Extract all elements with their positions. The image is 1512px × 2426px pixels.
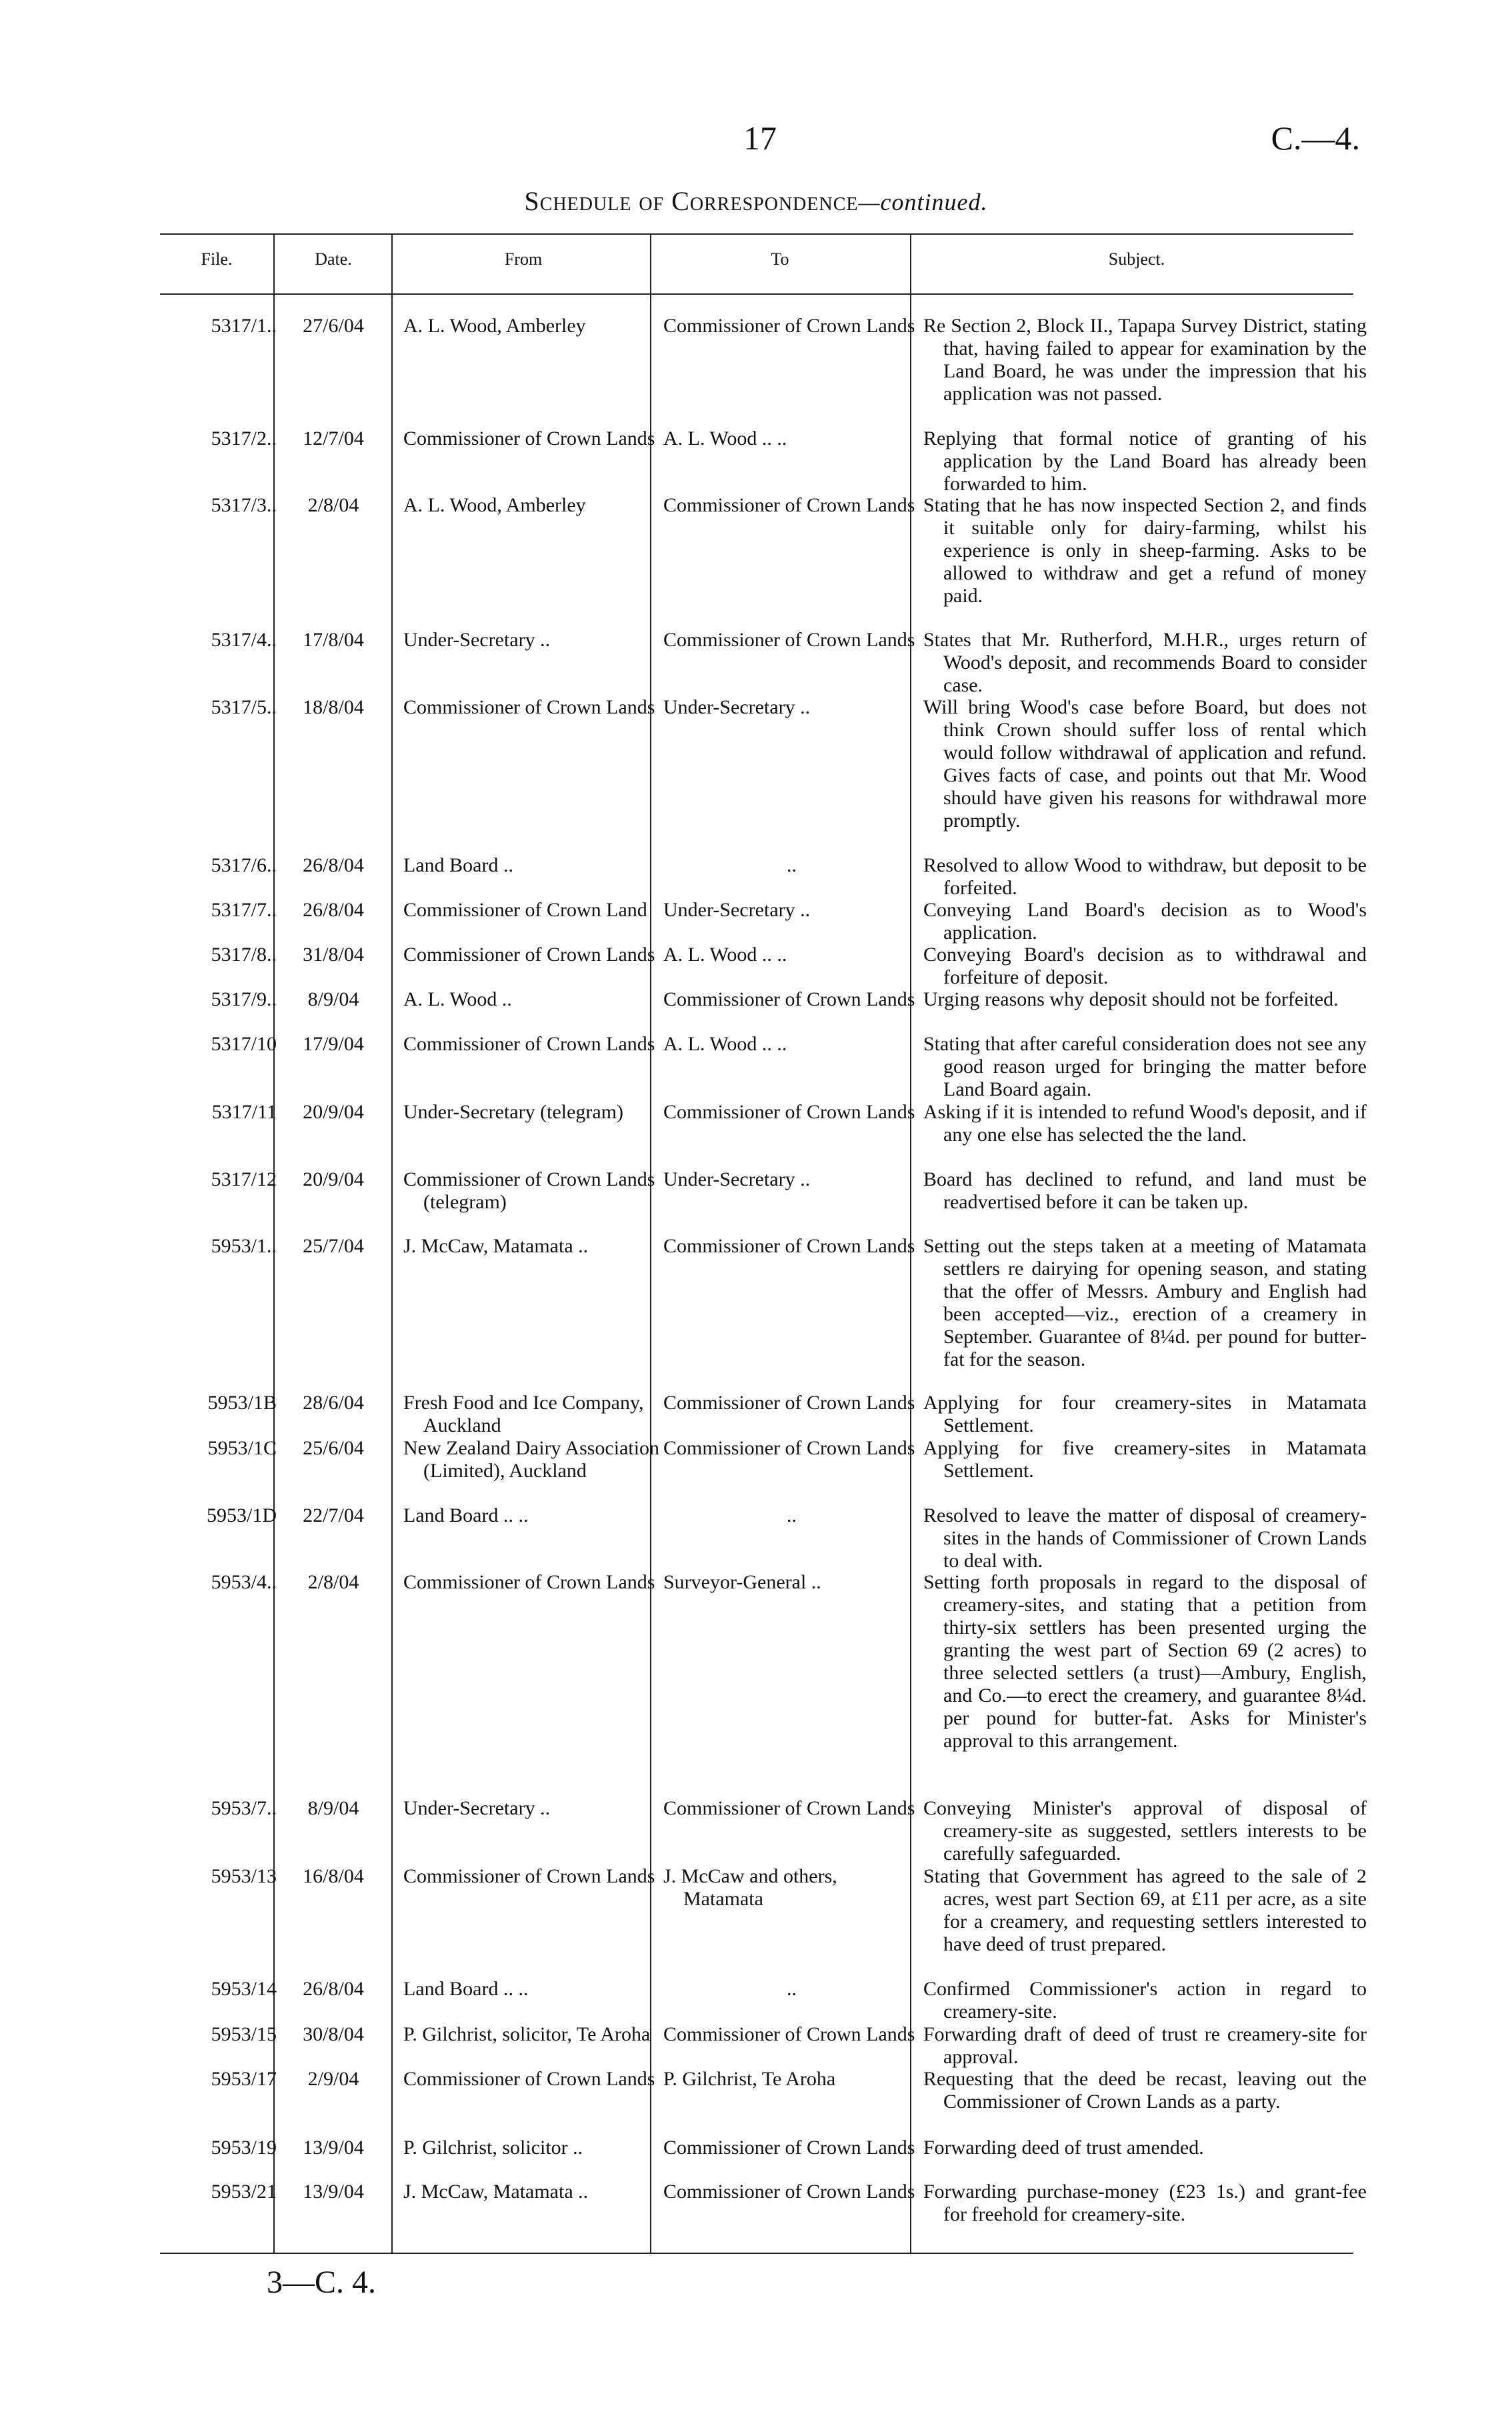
cell-to: Commissioner of Crown Lands — [663, 629, 915, 651]
cell-date: 2/9/04 — [307, 2068, 359, 2090]
cell-subject: Forwarding draft of deed of trust re creamery-site for approval. — [923, 2023, 1367, 2068]
cell-from: A. L. Wood .. — [403, 988, 512, 1010]
cell-to: .. — [787, 1978, 797, 2000]
cell-to: Commissioner of Crown Lands — [663, 1392, 915, 1414]
cell-subject: States that Mr. Rutherford, M.H.R., urges return of Wood's deposit, and recommends Board to consider case. — [923, 629, 1367, 696]
cell-from: Under-Secretary .. — [403, 1797, 551, 1819]
cell-to: Commissioner of Crown Lands — [663, 1101, 915, 1123]
title-main: Schedule of Correspondence — [524, 186, 859, 216]
cell-file: 5317/3.. — [211, 494, 277, 516]
cell-subject: Stating that he has now inspected Section 2, and finds it suitable only for dairy-farming, whilst his experience is only in sheep-farming. Asks to be allowed to withdraw and get a refund of money paid. — [923, 494, 1367, 607]
cell-date: 8/9/04 — [307, 1797, 359, 1819]
cell-to: Commissioner of Crown Lands — [663, 494, 915, 516]
cell-from: Land Board .. .. — [403, 1978, 529, 2000]
cell-to: A. L. Wood .. .. — [663, 1033, 787, 1055]
cell-to: Commissioner of Crown Lands — [663, 1437, 915, 1459]
cell-subject: Stating that Government has agreed to the sale of 2 acres, west part Section 69, at £11 per acre, as a site for a creamery, and requesting settlers interested to have deed of trust prepared. — [923, 1865, 1367, 1955]
cell-to: A. L. Wood .. .. — [663, 427, 787, 449]
cell-to: Commissioner of Crown Lands — [663, 1797, 915, 1819]
cell-subject: Urging reasons why deposit should not be forfeited. — [923, 988, 1339, 1010]
cell-to: A. L. Wood .. .. — [663, 944, 787, 966]
cell-from: J. McCaw, Matamata .. — [403, 1235, 589, 1257]
cell-from: Commissioner of Crown Lands — [403, 696, 655, 718]
cell-date: 17/9/04 — [303, 1033, 364, 1055]
cell-date: 26/8/04 — [303, 854, 364, 876]
cell-date: 12/7/04 — [303, 427, 364, 449]
column-header-subject: Subject. — [1108, 249, 1165, 269]
cell-from: Commissioner of Crown Lands — [403, 1571, 655, 1593]
cell-to: Under-Secretary .. — [663, 899, 811, 921]
cell-date: 16/8/04 — [303, 1865, 364, 1887]
cell-file: 5317/6.. — [211, 854, 277, 876]
table-top-rule — [160, 233, 1353, 235]
cell-from: Commissioner of Crown Land — [403, 899, 647, 921]
cell-date: 26/8/04 — [303, 899, 364, 921]
cell-file: 5317/12 — [211, 1168, 277, 1190]
cell-file: 5953/1D — [207, 1504, 277, 1526]
cell-file: 5317/10 — [211, 1033, 277, 1055]
cell-file: 5317/4.. — [211, 629, 277, 651]
column-header-file: File. — [201, 249, 233, 269]
cell-date: 25/6/04 — [303, 1437, 364, 1459]
cell-from: Under-Secretary .. — [403, 629, 551, 651]
cell-from: Commissioner of Crown Lands (telegram) — [403, 1168, 655, 1213]
cell-from: Land Board .. .. — [403, 1504, 529, 1526]
cell-from: Under-Secretary (telegram) — [403, 1101, 624, 1123]
cell-from: Commissioner of Crown Lands — [403, 427, 655, 449]
cell-file: 5317/9.. — [211, 988, 277, 1010]
cell-subject: Asking if it is intended to refund Wood's deposit, and if any one else has selected the the land. — [923, 1101, 1367, 1146]
column-header-from: From — [504, 249, 543, 269]
cell-from: Commissioner of Crown Lands — [403, 1865, 655, 1887]
cell-file: 5953/7.. — [211, 1797, 277, 1819]
cell-file: 5317/7.. — [211, 899, 277, 921]
cell-to: P. Gilchrist, Te Aroha — [663, 2068, 836, 2090]
column-header-date: Date. — [315, 249, 352, 269]
cell-to: Commissioner of Crown Lands — [663, 2181, 915, 2203]
column-header-to: To — [771, 249, 789, 269]
cell-date: 13/9/04 — [303, 2137, 364, 2159]
cell-to: Surveyor-General .. — [663, 1571, 821, 1593]
cell-date: 18/8/04 — [303, 696, 364, 718]
cell-from: Commissioner of Crown Lands — [403, 944, 655, 966]
cell-subject: Resolved to leave the matter of disposal of creamery-sites in the hands of Commissioner of Crown Lands to deal with. — [923, 1504, 1367, 1572]
cell-subject: Replying that formal notice of granting of his application by the Land Board has already been forwarded to him. — [923, 427, 1367, 495]
cell-subject: Setting forth proposals in regard to the disposal of creamery-sites, and stating that a petition from thirty-six settlers has been presented urging the granting the west part of Section 69 (2 acres) to three selected settlers (a trust)—Ambury, English, and Co.—to erect the creamery, and guarantee 8¼d. per pound for butter-fat. Asks for Minister's approval to this arrangement. — [923, 1571, 1367, 1752]
cell-from: New Zealand Dairy Association (Limited), Auckland — [403, 1437, 660, 1482]
cell-to: .. — [787, 1504, 797, 1526]
cell-subject: Board has declined to refund, and land must be readvertised before it can be taken up. — [923, 1168, 1367, 1213]
cell-date: 26/8/04 — [303, 1978, 364, 2000]
cell-from: P. Gilchrist, solicitor .. — [403, 2137, 583, 2159]
cell-subject: Resolved to allow Wood to withdraw, but deposit to be forfeited. — [923, 854, 1367, 899]
cell-file: 5317/8.. — [211, 944, 277, 966]
cell-subject: Forwarding deed of trust amended. — [923, 2137, 1204, 2159]
cell-subject: Setting out the steps taken at a meeting of Matamata settlers re dairying for opening season, and stating that the offer of Messrs. Ambury and English had been accepted—viz., erection of a creamery in September. Guarantee of 8¼d. per pound for butter-fat for the season. — [923, 1235, 1367, 1370]
cell-date: 25/7/04 — [303, 1235, 364, 1257]
cell-date: 13/9/04 — [303, 2181, 364, 2203]
cell-file: 5953/4.. — [211, 1571, 277, 1593]
cell-date: 20/9/04 — [303, 1168, 364, 1190]
cell-to: .. — [787, 854, 797, 876]
cell-to: Commissioner of Crown Lands — [663, 988, 915, 1010]
document-code: C.—4. — [1271, 119, 1360, 157]
cell-from: Fresh Food and Ice Company, Auckland — [403, 1392, 644, 1436]
cell-to: Under-Secretary .. — [663, 696, 811, 718]
cell-subject: Requesting that the deed be recast, leaving out the Commissioner of Crown Lands as a party. — [923, 2068, 1367, 2113]
cell-date: 31/8/04 — [303, 944, 364, 966]
cell-subject: Conveying Board's decision as to withdrawal and forfeiture of deposit. — [923, 944, 1367, 988]
cell-file: 5317/5.. — [211, 696, 277, 718]
cell-from: J. McCaw, Matamata .. — [403, 2181, 589, 2203]
cell-to: J. McCaw and others, Matamata — [663, 1865, 837, 1910]
cell-date: 22/7/04 — [303, 1504, 364, 1526]
cell-from: Land Board .. — [403, 854, 513, 876]
cell-file: 5953/1C — [207, 1437, 277, 1459]
cell-file: 5317/1.. — [211, 315, 277, 337]
cell-date: 27/6/04 — [303, 315, 364, 337]
cell-file: 5953/14 — [211, 1978, 277, 2000]
cell-file: 5953/15 — [211, 2023, 277, 2045]
cell-date: 8/9/04 — [307, 988, 359, 1010]
table-header-rule — [160, 293, 1353, 295]
cell-from: Commissioner of Crown Lands — [403, 2068, 655, 2090]
cell-file: 5317/2.. — [211, 427, 277, 449]
column-divider — [391, 233, 393, 2253]
cell-file: 5953/21 — [211, 2181, 277, 2203]
cell-from: A. L. Wood, Amberley — [403, 315, 586, 337]
cell-from: A. L. Wood, Amberley — [403, 494, 586, 516]
cell-file: 5953/13 — [211, 1865, 277, 1887]
cell-date: 17/8/04 — [303, 629, 364, 651]
cell-file: 5953/1B — [207, 1392, 277, 1414]
cell-subject: Conveying Minister's approval of disposal of creamery-site as suggested, settlers interests to be carefully safeguarded. — [923, 1797, 1367, 1865]
cell-file: 5317/11 — [211, 1101, 277, 1123]
cell-from: Commissioner of Crown Lands — [403, 1033, 655, 1055]
cell-subject: Stating that after careful consideration does not see any good reason urged for bringing the matter before Land Board again. — [923, 1033, 1367, 1100]
title-suffix: —continued. — [858, 189, 988, 215]
signature-mark: 3—C. 4. — [267, 2265, 377, 2300]
cell-to: Under-Secretary .. — [663, 1168, 811, 1190]
cell-date: 20/9/04 — [303, 1101, 364, 1123]
cell-date: 2/8/04 — [307, 1571, 359, 1593]
cell-to: Commissioner of Crown Lands — [663, 2137, 915, 2159]
cell-date: 28/6/04 — [303, 1392, 364, 1414]
cell-file: 5953/1.. — [211, 1235, 277, 1257]
table-bottom-rule — [160, 2253, 1353, 2254]
page-number: 17 — [743, 119, 777, 157]
cell-to: Commissioner of Crown Lands — [663, 1235, 915, 1257]
cell-subject: Conveying Land Board's decision as to Wood's application. — [923, 899, 1367, 944]
page-title — [0, 185, 1512, 217]
cell-date: 30/8/04 — [303, 2023, 364, 2045]
cell-file: 5953/19 — [211, 2137, 277, 2159]
cell-subject: Applying for four creamery-sites in Matamata Settlement. — [923, 1392, 1367, 1436]
cell-subject: Will bring Wood's case before Board, but does not think Crown should suffer loss of rental which would follow withdrawal of application and refund. Gives facts of case, and points out that Mr. Wood should have given his reasons for withdrawal more promptly. — [923, 696, 1367, 832]
cell-file: 5953/17 — [211, 2068, 277, 2090]
cell-to: Commissioner of Crown Lands — [663, 315, 915, 337]
cell-subject: Applying for five creamery-sites in Matamata Settlement. — [923, 1437, 1367, 1482]
cell-from: P. Gilchrist, solicitor, Te Aroha — [403, 2023, 651, 2045]
cell-to: Commissioner of Crown Lands — [663, 2023, 915, 2045]
cell-subject: Forwarding purchase-money (£23 1s.) and grant-fee for freehold for creamery-site. — [923, 2181, 1367, 2225]
cell-subject: Confirmed Commissioner's action in regard to creamery-site. — [923, 1978, 1367, 2023]
cell-date: 2/8/04 — [307, 494, 359, 516]
cell-subject: Re Section 2, Block II., Tapapa Survey District, stating that, having failed to appear for examination by the Land Board, he was under the impression that his application was not passed. — [923, 315, 1367, 405]
